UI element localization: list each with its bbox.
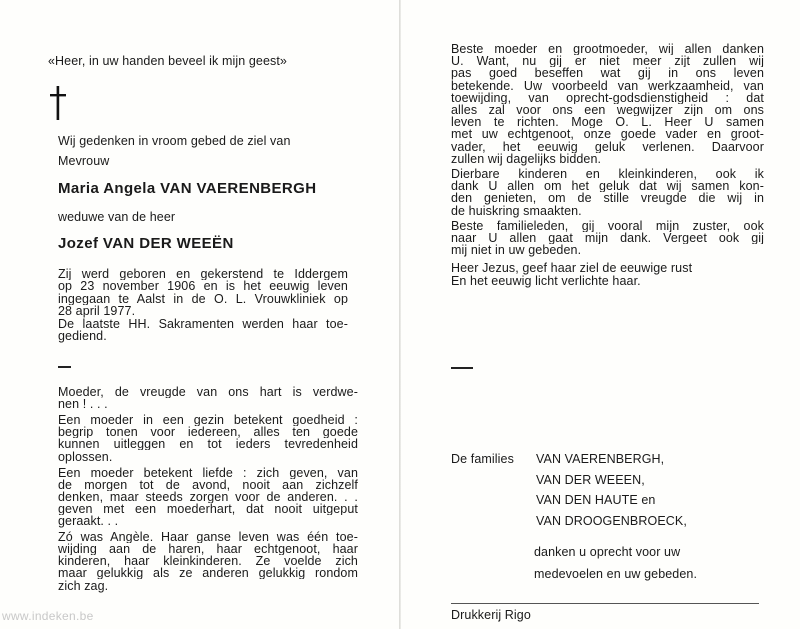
poem-line: Zó was Angèle. Haar ganse leven was één toe-: [58, 531, 358, 544]
mevrouw-label: Mevrouw: [58, 154, 110, 168]
right-text-line: dank U allen om het geluk dat wij samen kon-: [451, 180, 764, 193]
poem-line: de morgen tot de avond, nooit aan zichzelf: [58, 478, 358, 491]
bio-line: gediend.: [58, 329, 107, 343]
poem-line: kinderen, haar kleinkinderen. Ze voelde zich: [58, 555, 358, 568]
quote: «Heer, in uw handen beveel ik mijn geest»: [48, 54, 287, 68]
poem-line: geraakt. . .: [58, 514, 119, 528]
family-name: VAN VAERENBERGH,: [536, 452, 665, 466]
husband-name: Jozef VAN DER WEEËN: [58, 235, 234, 252]
watermark: www.indeken.be: [2, 609, 94, 623]
right-text-line: pas goed beseffen wat gij in ons leven: [451, 67, 764, 80]
right-text-line: met uw echtgenoot, onze goede vader en groot-: [451, 128, 764, 141]
right-text-line: En het eeuwig licht verlichte haar.: [451, 273, 641, 288]
cross-icon: [48, 86, 68, 120]
bio-line: Zij werd geboren en gekerstend te Iddergem: [58, 268, 348, 281]
right-text-line: zullen wij dagelijks bidden.: [451, 151, 602, 166]
right-text-line: Heer Jezus, geef haar ziel de eeuwige rust: [451, 261, 693, 276]
bio-line: De laatste HH. Sakramenten werden haar toe-: [58, 317, 348, 330]
right-text-line: alles zal voor ons een wegwijzer zijn om ons: [451, 104, 764, 117]
bio-line: 28 april 1977.: [58, 304, 136, 319]
poem-line: oplossen.: [58, 449, 113, 464]
poem-line: zich zag.: [58, 578, 109, 593]
poem-line: geven met een moederhart, dat nooit uitgeput: [58, 502, 358, 515]
right-text-line: den genieten, om de stille vreugde die wij in: [451, 192, 764, 205]
thanks-line: danken u oprecht voor uw: [534, 545, 681, 559]
poem-line: Een moeder in een gezin betekent goedheid :: [58, 414, 358, 427]
bottom-rule: [451, 603, 759, 604]
poem-line: nen ! . . .: [58, 397, 108, 412]
bio-line: op 23 november 1906 en is het eeuwig leven: [58, 280, 348, 293]
thanks-line: medevoelen en uw gebeden.: [534, 567, 698, 581]
poem-line: maar gelukkig als ze anderen gelukkig rondom: [58, 567, 358, 580]
printer-name: Drukkerij Rigo: [451, 608, 531, 622]
right-text-line: Beste moeder en grootmoeder, wij allen danken: [451, 43, 764, 56]
right-text-line: de huiskring smaakten.: [451, 203, 582, 218]
family-name: VAN DEN HAUTE en: [536, 493, 656, 507]
deceased-name: Maria Angela VAN VAERENBERGH: [58, 180, 317, 197]
poem-line: Moeder, de vreugde van ons hart is verdwe-: [58, 386, 358, 399]
right-text-line: Beste familieleden, gij vooral mijn zuster, ook: [451, 219, 764, 232]
right-divider-dash: [451, 367, 473, 369]
right-text-line: U. Want, nu gij er niet meer zijt zullen wij: [451, 55, 764, 68]
left-panel: [0, 0, 399, 629]
bio-line: ingegaan te Aalst in de O. L. Vrouwkliniek op: [58, 292, 348, 306]
intro-text: Wij gedenken in vroom gebed de ziel van: [58, 134, 291, 148]
right-text-line: toewijding, van oprecht-godsdienstigheid : dat: [451, 91, 764, 104]
right-text-line: leven te richten. Moge O. L. Heer U samen: [451, 116, 764, 129]
right-text-line: mij niet in uw gebeden.: [451, 243, 582, 258]
right-text-line: Dierbare kinderen en kleinkinderen, ook ik: [451, 168, 764, 181]
poem-line: denken, maar steeds zorgen voor de anderen. . .: [58, 490, 358, 503]
poem-line: wijding aan de haren, haar echtgenoot, haar: [58, 543, 358, 556]
families-label: De families: [451, 452, 514, 466]
right-text-line: betekende. Uw voorbeeld van werkzaamheid, van: [451, 79, 764, 92]
right-text-line: vader, het eeuwig geluk verlenen. Daarvoor: [451, 140, 764, 153]
poem-line: Een moeder betekent liefde : zich geven, van: [58, 466, 358, 479]
family-name: VAN DER WEEEN,: [536, 472, 645, 487]
poem-line: begrip tonen voor iedereen, alles ten goede: [58, 426, 358, 439]
right-panel: [401, 0, 800, 629]
right-text-line: naar U allen gaat mijn dank. Vergeet ook gij: [451, 232, 764, 245]
divider-dash: [58, 366, 71, 368]
poem-line: kunnen uitleggen en tot ieders tevredenheid: [58, 438, 358, 451]
family-name: VAN DROOGENBROECK,: [536, 513, 687, 528]
widow-of-label: weduwe van de heer: [58, 210, 176, 224]
